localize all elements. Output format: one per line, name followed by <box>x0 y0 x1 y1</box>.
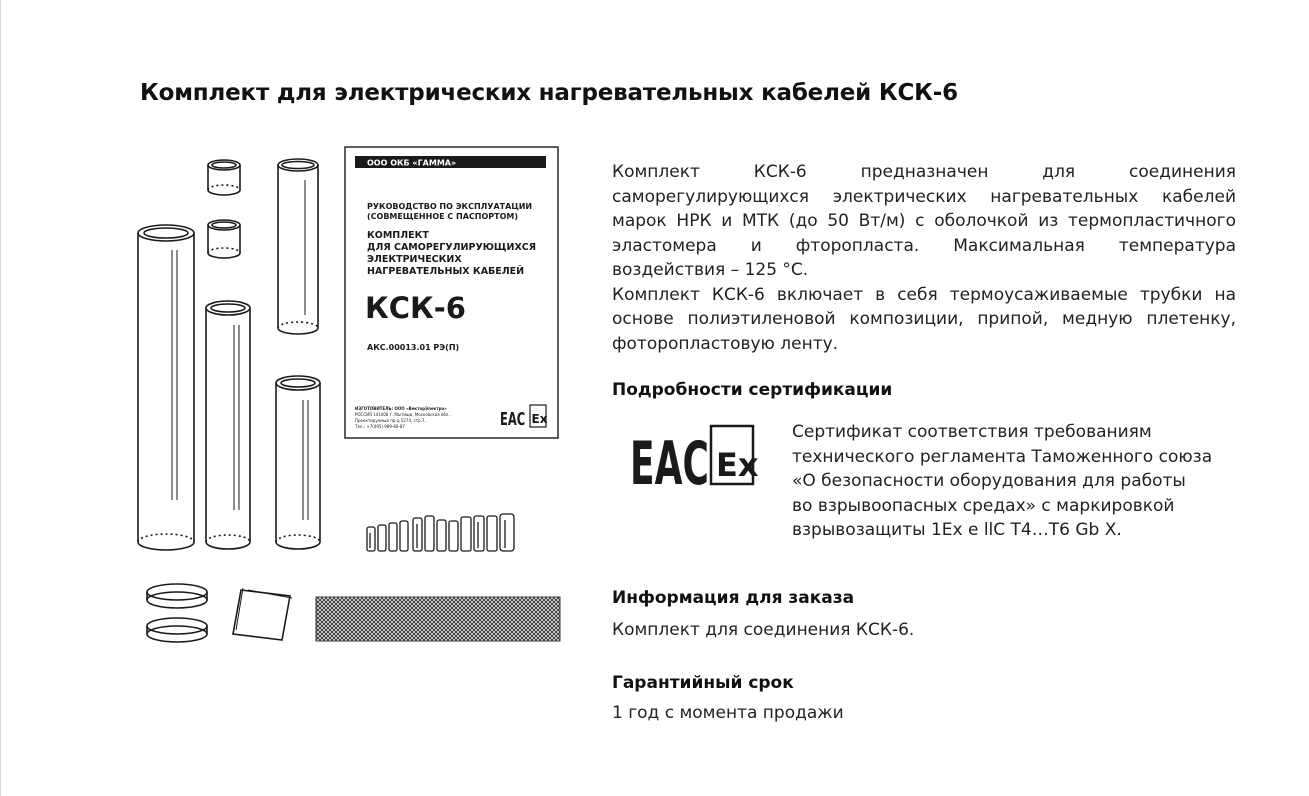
heat-shrink-tube-narrow <box>278 159 318 334</box>
svg-text:ЕАС: ЕАС <box>630 428 709 492</box>
short-sleeve-bottom <box>208 220 240 258</box>
certification-line: Сертификат соответствия требованиям <box>792 422 1152 442</box>
svg-text:Ex: Ex <box>716 446 758 484</box>
description-paragraph-1: Комплект КСК-6 предназначен для соединения саморегулирующихся электрических нагревательных кабелей марок НРК и МТК (до 50 Вт/м) с оболочкой из термопластичного эластомера и фторопласта. Максимальная температура воздействия – 125 °С. <box>612 162 1236 280</box>
heat-shrink-tube-medium <box>206 301 250 549</box>
warranty-heading: Гарантийный срок <box>612 673 794 693</box>
description-paragraph-2: Комплект КСК-6 включает в себя термоусаживаемые трубки на основе полиэтиленовой композиции, припой, медную плетенку, фоторопластовую ленту. <box>612 284 1236 354</box>
heat-shrink-tube-long <box>138 225 194 550</box>
manual-maker-3: Проектируемый пр-д 5274, стр.7, <box>355 418 426 423</box>
ex-mark <box>711 426 758 484</box>
manual-model: КСК-6 <box>365 291 466 325</box>
small-sleeves-row <box>367 514 514 551</box>
certification-line: во взрывоопасных средах» с маркировкой <box>792 495 1175 516</box>
manual-booklet <box>345 147 558 438</box>
manual-company: ООО ОКБ «ГАММА» <box>367 158 457 168</box>
certification-text <box>792 420 1232 543</box>
ordering-text: Комплект для соединения КСК-6. <box>612 620 915 640</box>
manual-maker-2: РОССИЯ 141008 г. Мытищи, Московская обл., <box>355 412 451 417</box>
certification-line: взрывозащиты 1Ex e llC T4…T6 Gb X. <box>792 520 1122 540</box>
manual-kit-2: ДЛЯ САМОРЕГУЛИРУЮЩИХСЯ <box>367 242 537 253</box>
page-title: Комплект для электрических нагревательных кабелей КСК-6 <box>140 80 958 106</box>
certification-marks <box>628 424 758 492</box>
manual-maker-4: Тел.: +7(495) 989-66-87 <box>355 424 405 429</box>
product-kit-illustration <box>130 140 570 650</box>
warranty-text: 1 год с момента продажи <box>612 703 844 723</box>
certification-heading: Подробности сертификации <box>612 380 893 400</box>
manual-doc-type-2: (СОВМЕЩЕННОЕ С ПАСПОРТОМ) <box>367 212 519 221</box>
heat-shrink-tube-wide <box>276 376 320 549</box>
manual-doc-type-1: РУКОВОДСТВО ПО ЭКСПЛУАТАЦИИ <box>367 202 533 211</box>
solder-rings <box>147 584 207 642</box>
manual-doc-code: АКС.00013.01 РЭ(П) <box>367 343 460 352</box>
manual-kit-3: ЭЛЕКТРИЧЕСКИХ <box>367 254 462 265</box>
manual-ex-mark: Ex <box>531 412 548 426</box>
page-left-edge <box>0 0 1 796</box>
copper-braid <box>316 597 560 641</box>
manual-maker-1: ИЗГОТОВИТЕЛЬ: ООО «ВекторЭлектро» <box>355 406 447 411</box>
manual-kit-1: КОМПЛЕКТ <box>367 230 429 241</box>
ptfe-tape-sheets <box>233 588 292 640</box>
ordering-heading: Информация для заказа <box>612 588 855 608</box>
product-description <box>612 160 1236 356</box>
short-sleeve-top <box>208 160 240 195</box>
certification-line: «О безопасности оборудования для работы <box>792 471 1186 491</box>
manual-kit-4: НАГРЕВАТЕЛЬНЫХ КАБЕЛЕЙ <box>367 266 525 277</box>
manual-eac-mark: ЕАС <box>500 408 526 430</box>
eac-mark <box>630 428 709 492</box>
certification-line: технического регламента Таможенного союза <box>792 446 1213 467</box>
